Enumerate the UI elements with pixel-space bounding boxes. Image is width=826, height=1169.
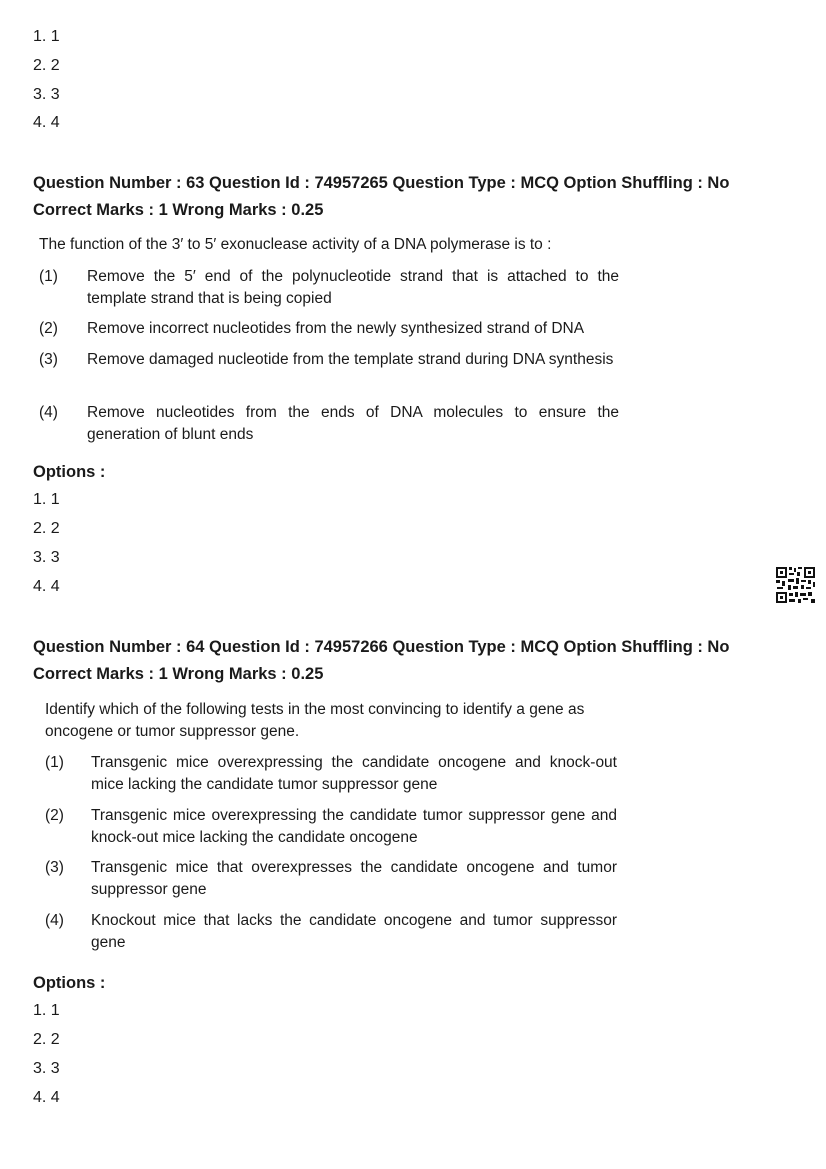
q63-option-1: 1. 1: [33, 491, 60, 508]
q63-choice-4-num: (4): [39, 404, 58, 421]
q63-header: [33, 170, 793, 224]
q64-options-label: Options :: [33, 974, 106, 992]
q63-choice-2-num: (2): [39, 320, 58, 337]
q64-option-3: 3. 3: [33, 1060, 60, 1077]
q64-header-line1: Question Number : 64 Question Id : 74957266 Question Type : MCQ Option Shuffling : No: [33, 638, 730, 656]
prev-option-4: 4. 4: [33, 114, 60, 131]
q64-choice-2-num: (2): [45, 807, 64, 824]
q64-choice-4: [45, 910, 620, 954]
q64-option-4: 4. 4: [33, 1089, 60, 1106]
q63-header-line2: Correct Marks : 1 Wrong Marks : 0.25: [33, 201, 324, 219]
q64-choice-4-text: Knockout mice that lacks the candidate oncogene and tumor suppressor gene: [91, 912, 617, 951]
q63-choice-2: [39, 318, 621, 340]
prev-option-3: 3. 3: [33, 86, 60, 103]
prev-option-1: 1. 1: [33, 28, 60, 45]
q63-choice-4-text: Remove nucleotides from the ends of DNA molecules to ensure the generation of blunt ends: [87, 404, 619, 443]
q64-choice-1-num: (1): [45, 754, 64, 771]
q63-option-2: 2. 2: [33, 520, 60, 537]
q64-option-1: 1. 1: [33, 1002, 60, 1019]
q64-choice-3-num: (3): [45, 859, 64, 876]
q63-choice-1-num: (1): [39, 268, 58, 285]
q63-choice-1: [39, 266, 621, 310]
q63-option-4: 4. 4: [33, 578, 60, 595]
q64-header: [33, 634, 793, 688]
q63-choice-1-text: Remove the 5′ end of the polynucleotide strand that is attached to the template strand that is being copied: [87, 268, 619, 307]
qr-code-icon: [775, 566, 816, 604]
q64-choice-2: [45, 805, 620, 849]
q64-choice-3: [45, 857, 620, 901]
q63-choice-2-text: Remove incorrect nucleotides from the newly synthesized strand of DNA: [87, 320, 585, 337]
prev-option-2: 2. 2: [33, 57, 60, 74]
q64-choice-4-num: (4): [45, 912, 64, 929]
q63-choice-3: [39, 349, 621, 393]
q64-choice-3-text: Transgenic mice that overexpresses the candidate oncogene and tumor suppressor gene: [91, 859, 617, 898]
q64-header-line2: Correct Marks : 1 Wrong Marks : 0.25: [33, 665, 324, 683]
q63-choice-3-num: (3): [39, 351, 58, 368]
q64-choice-1-text: Transgenic mice overexpressing the candidate oncogene and knock-out mice lacking the candidate tumor suppressor gene: [91, 754, 617, 793]
q64-stem: Identify which of the following tests in the most convincing to identify a gene as oncogene or tumor suppressor gene.: [45, 701, 585, 740]
q64-choice-1: [45, 752, 620, 796]
q63-choice-3-text: Remove damaged nucleotide from the template strand during DNA synthesis: [87, 351, 614, 368]
q63-stem: The function of the 3′ to 5′ exonuclease activity of a DNA polymerase is to :: [39, 236, 552, 253]
q63-options-label: Options :: [33, 463, 106, 481]
q64-option-2: 2. 2: [33, 1031, 60, 1048]
q63-option-3: 3. 3: [33, 549, 60, 566]
q63-choice-4: [39, 402, 621, 446]
q64-choice-2-text: Transgenic mice overexpressing the candidate tumor suppressor gene and knock-out mice lacking the candidate oncogene: [91, 807, 617, 846]
q63-header-line1: Question Number : 63 Question Id : 74957265 Question Type : MCQ Option Shuffling : No: [33, 174, 730, 192]
